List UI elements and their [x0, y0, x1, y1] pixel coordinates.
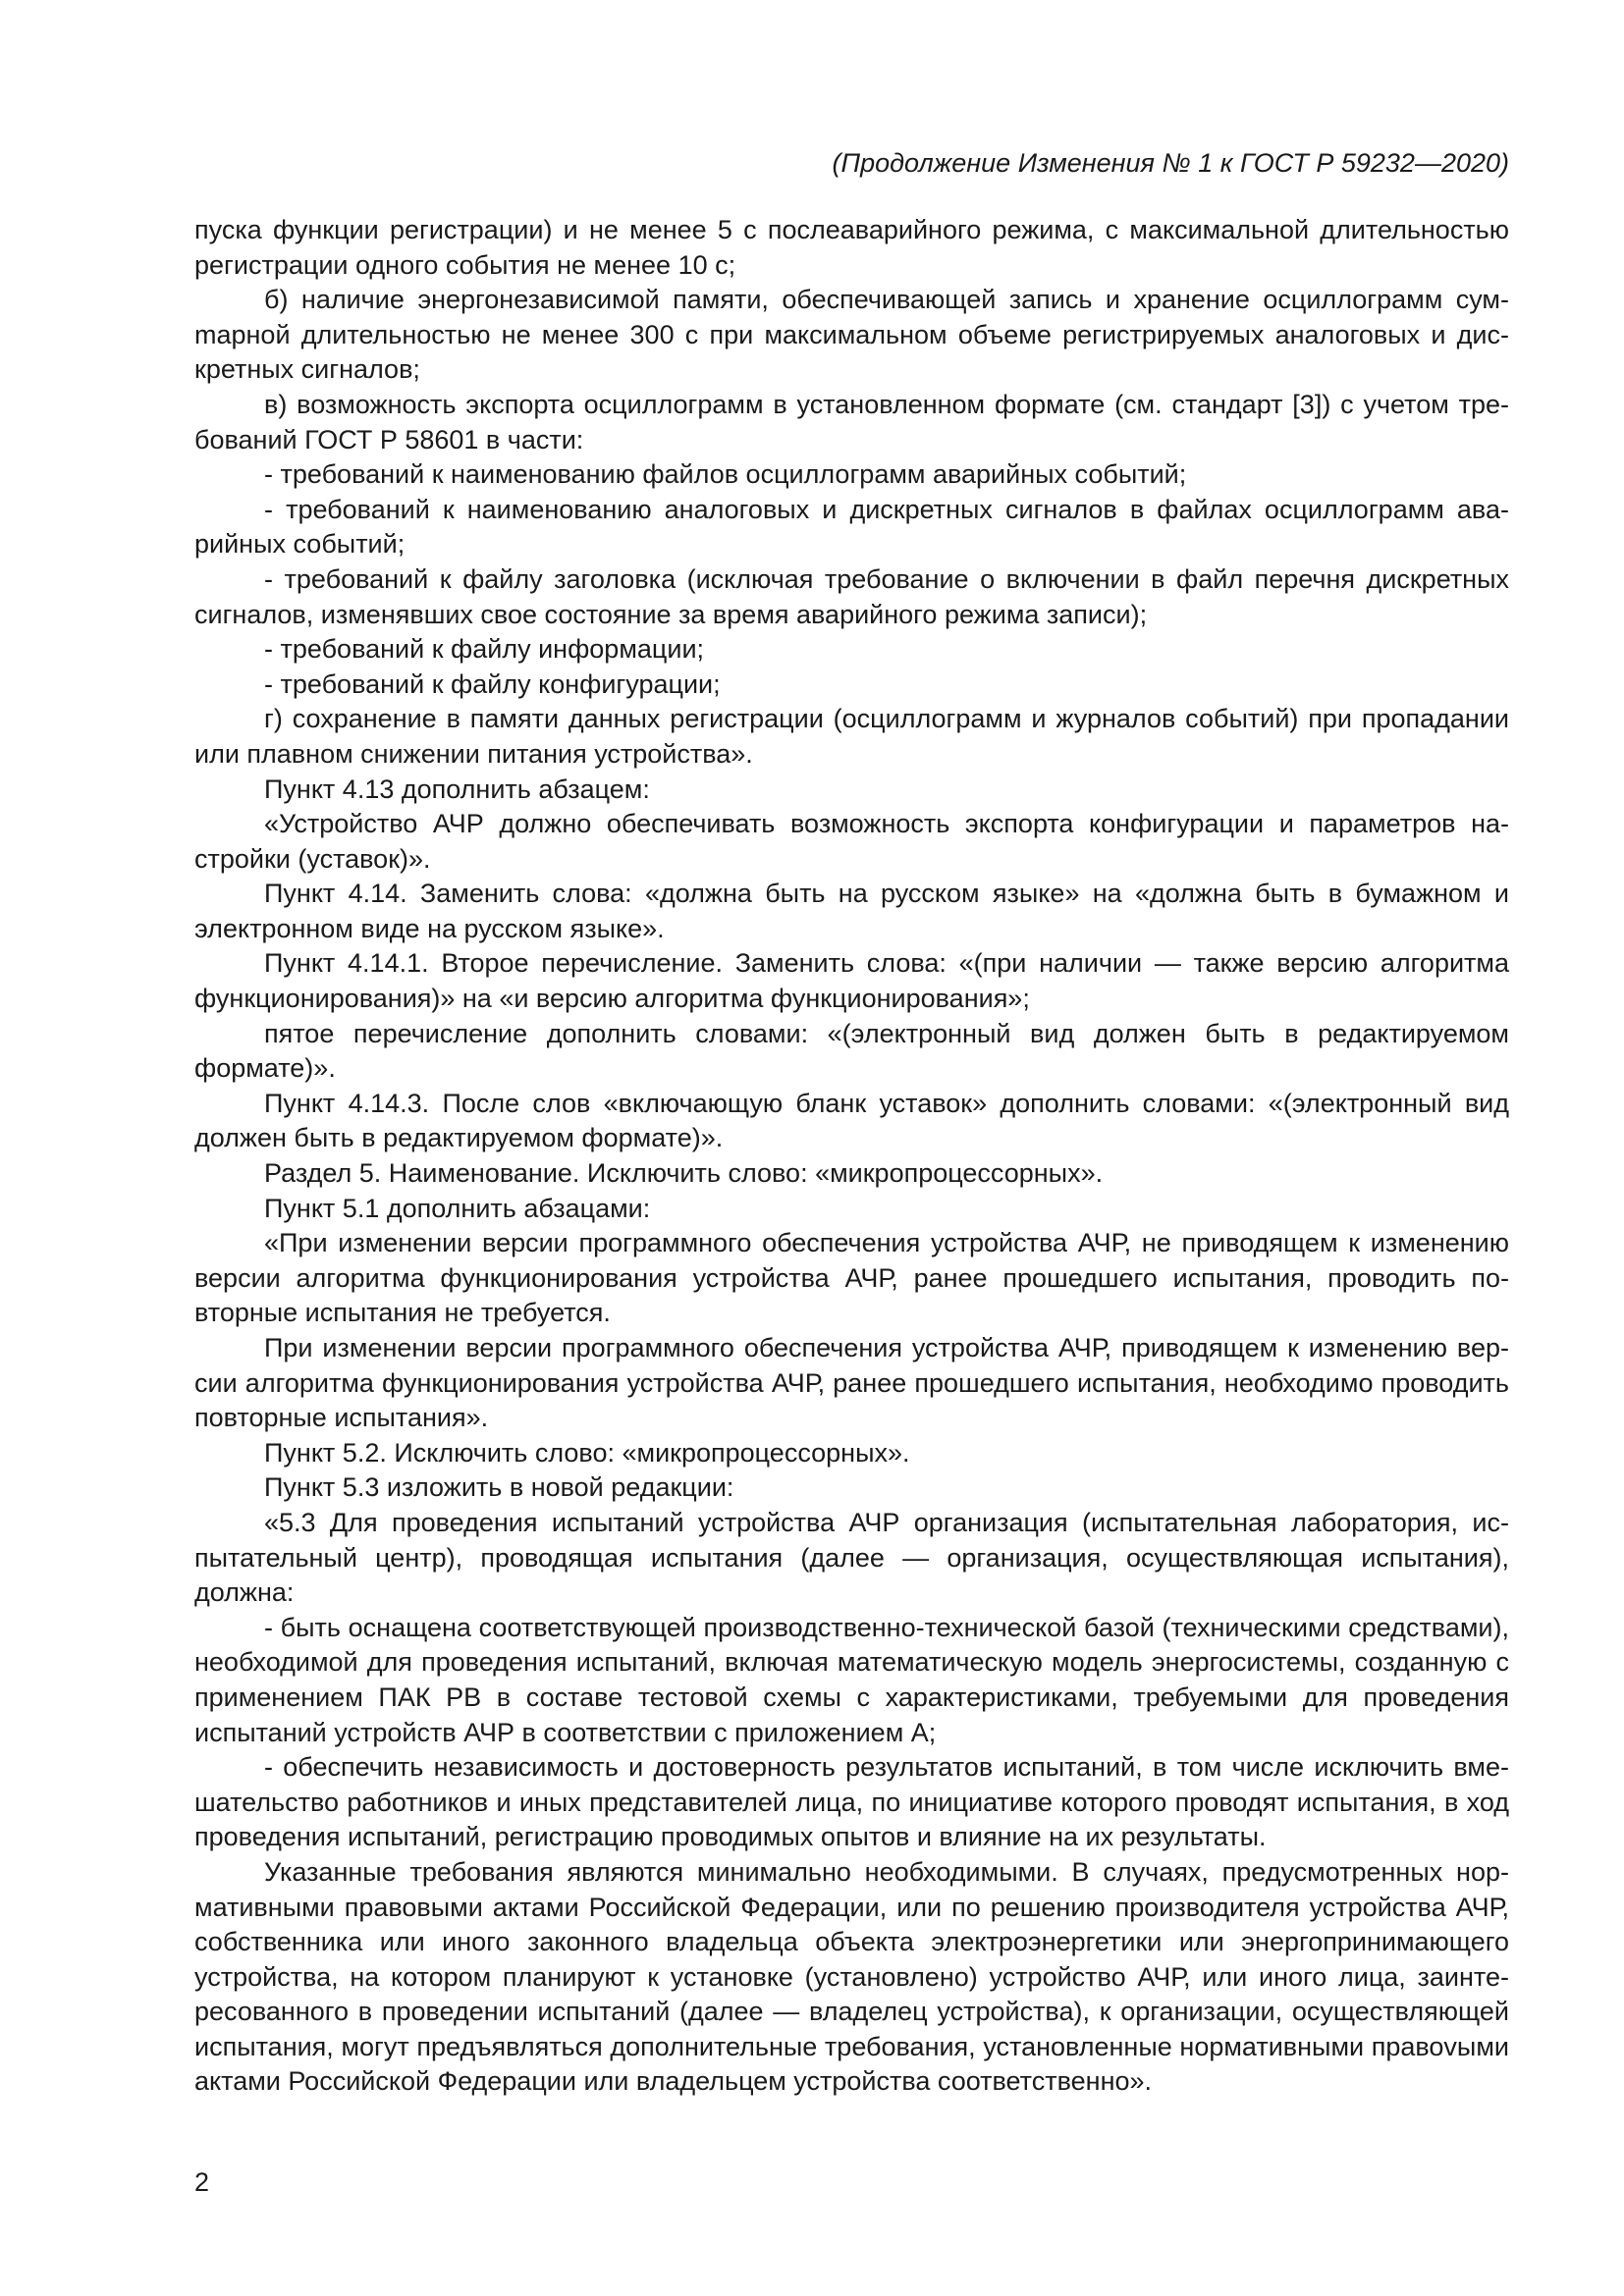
paragraph: пуска функции регистрации) и не менее 5 с послеаварийного режима, с максимальной длительностью регистрации одного события не менее 10 с;: [194, 215, 1509, 280]
paragraph: б) наличие энергонезависимой памяти, обеспечивающей запись и хранение осциллограмм сумmарной длительностью не менее 300 с при максимальном объеме регистрируемых аналоговых и дискретных сигналов;: [194, 285, 1509, 385]
paragraph: Указанные требования являются минимально необходимыми. В случаях, предусмотренных нормативными правовыми актами Российской Федерации, или по решению производителя устройства АЧР, собственника или иного законного владельца объекта электроэнергетики или энергопринимающего устройства, на котором планируют к установке (установлено) устройство АЧР, или иного лица, заинтересованного в проведении испытаний (далее — владелец устройства), к организации, осуществляющей испытания, могут предъявляться дополнительные требования, установленные нормативными правоvыми актами Российской Федерации или владельцем устройства соответственно».: [194, 1856, 1509, 2097]
paragraph: г) сохранение в памяти данных регистрации (осциллограмм и журналов событий) при пропадании или плавном снижении питания устройства».: [194, 704, 1509, 769]
paragraph: Пункт 4.14.3. После слов «включающую бланк уставок» дополнить словами: «(электронный вид должен быть в редактируемом формате)».: [194, 1088, 1509, 1153]
paragraph: При изменении версии программного обеспечения устройства АЧР, приводящем к изменению версии алгоритма функционирования устройства АЧР, ранее прошедшего испытания, необходимо проводить повторные испытания».: [194, 1333, 1509, 1433]
paragraph: «При изменении версии программного обеспечения устройства АЧР, не приводящем к изменению версии алгоритма функционирования устройства АЧР, ранее прошедшего испытания, проводить повторные испытания не требуется.: [194, 1228, 1509, 1328]
list-item: - требований к файлу конфигурации;: [264, 668, 721, 699]
paragraph: «5.3 Для проведения испытаний устройства АЧР организация (испытательная лаборатория, испытательный центр), проводящая испытания (далее — организация, осуществляющая испытания), должна:: [194, 1507, 1509, 1608]
list-item: - требований к наименованию файлов осциллограмм аварийных событий;: [264, 459, 1187, 490]
paragraph: пятое перечисление дополнить словами: «(электронный вид должен быть в редактируемом формате)».: [194, 1018, 1509, 1084]
list-item: - требований к наименованию аналоговых и дискретных сигналов в файлах осциллограмм аварийных событий;: [194, 494, 1509, 560]
paragraph: Пункт 5.1 дополнить абзацами:: [264, 1193, 651, 1223]
paragraph: Пункт 5.3 изложить в новой редакции:: [264, 1472, 734, 1503]
document-body: [194, 213, 1509, 2100]
paragraph: Пункт 5.2. Исключить слово: «микропроцессорных».: [264, 1437, 910, 1468]
paragraph: Раздел 5. Наименование. Исключить слово: «микропроцессорных».: [264, 1158, 1104, 1189]
page-header: (Продолжение Изменения № 1 к ГОСТ Р 59232—2020): [832, 148, 1509, 178]
list-item: - быть оснащена соответствующей производственно-технической базой (техническими средствами), необходимой для проведения испытаний, включая математическую модель энергосистемы, созданную с применением ПАК РВ в составе тестовой схемы с характеристиками, требуемыми для проведения испытаний устройств АЧР в соответствии с приложением А;: [194, 1612, 1509, 1747]
list-item: - обеспечить независимость и достоверность результатов испытаний, в том числе исключить вмешательство работников и иных представителей лица, по инициативе которого проводят испытания, в ход проведения испытаний, регистрацию проводимых опытов и влияние на их результаты.: [194, 1752, 1509, 1852]
paragraph: Пункт 4.13 дополнить абзацем:: [264, 774, 650, 804]
paragraph: «Устройство АЧР должно обеспечивать возможность экспорта конфигурации и параметров настройки (уставок)».: [194, 809, 1509, 874]
list-item: - требований к файлу заголовка (исключая требование о включении в файл перечня дискретных сигналов, изменявших свое состояние за время аварийного режима записи);: [194, 563, 1509, 629]
paragraph: в) возможность экспорта осциллограмм в установленном формате (см. стандарт [3]) с учетом требований ГОСТ Р 58601 в части:: [194, 389, 1509, 454]
paragraph: Пункт 4.14.1. Второе перечисление. Заменить слова: «(при наличии — также версию алгоритма функционирования)» на «и версию алгоритма функционирования»;: [194, 948, 1509, 1014]
list-item: - требований к файлу информации;: [264, 634, 705, 665]
paragraph: Пункт 4.14. Заменить слова: «должна быть на русском языке» на «должна быть в бумажном и электронном виде на русском языке».: [194, 879, 1509, 943]
page-number: 2: [194, 2167, 210, 2197]
